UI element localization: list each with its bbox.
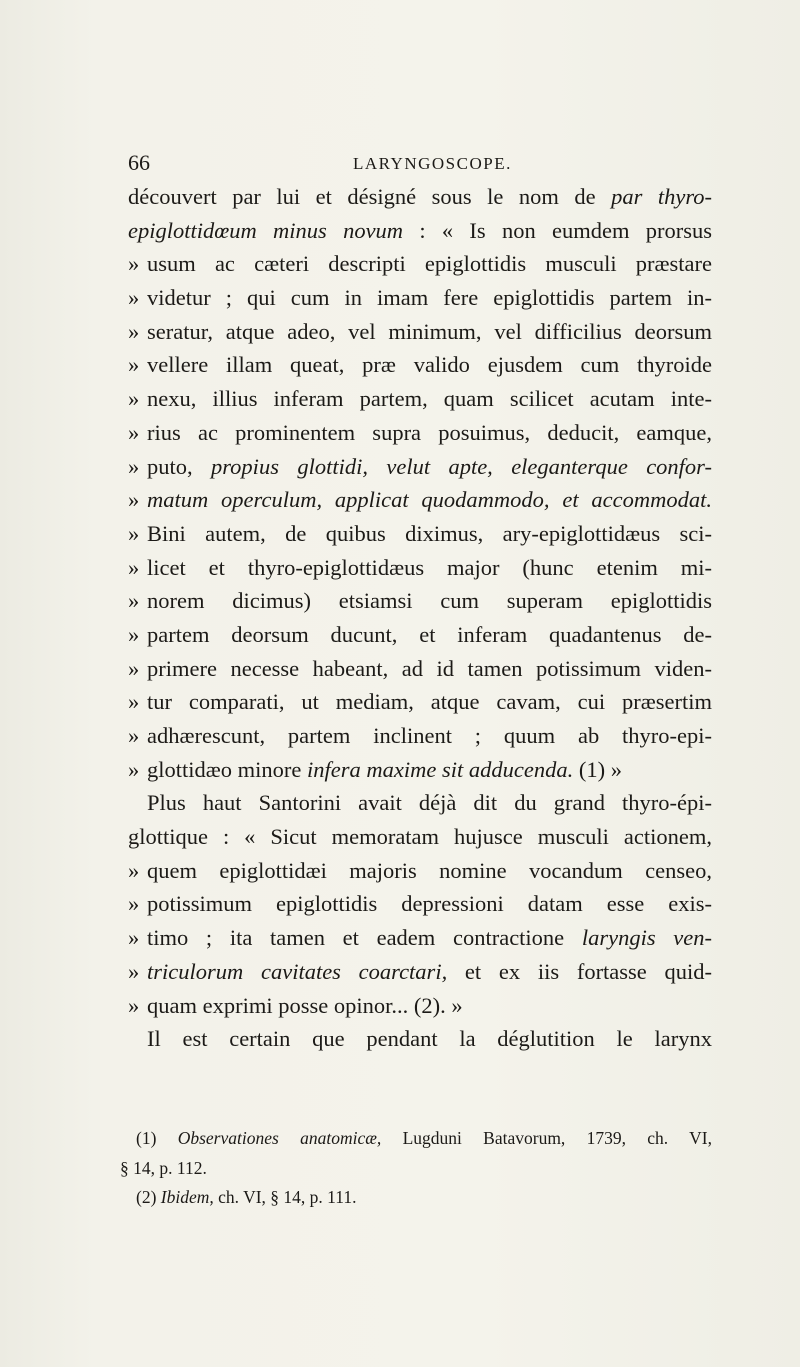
quote-mark: » (128, 352, 140, 378)
text-line (128, 281, 712, 315)
quote-mark: » (128, 621, 140, 647)
text-segment: videtur ; qui cum in imam fere epiglottidis partem in- (147, 285, 712, 311)
italic-text: Ibidem, (160, 1187, 214, 1207)
text-segment: découvert par lui et désigné sous le nom de (128, 184, 612, 209)
text-segment: Lugduni Batavorum, 1739, ch. VI, (381, 1128, 712, 1148)
text-line (128, 247, 712, 281)
text-line (128, 820, 712, 854)
quote-mark: » (128, 588, 140, 614)
italic-text: infera maxime sit adducenda. (307, 756, 574, 782)
text-segment: puto, (147, 453, 212, 479)
page-number: 66 (128, 150, 150, 175)
text-line (128, 652, 712, 686)
text-segment: (2) (136, 1187, 161, 1207)
text-segment: licet et thyro-epiglottidæus major (hunc etenim mi- (147, 554, 712, 580)
text-segment: partem deorsum ducunt, et inferam quadantenus de- (147, 621, 712, 647)
footnote-line (128, 1124, 712, 1154)
text-line (128, 753, 712, 787)
text-segment: norem dicimus) etsiamsi cum superam epiglottidis (147, 588, 712, 614)
text-line (128, 551, 712, 585)
text-line (128, 685, 712, 719)
text-segment: : « Is non eumdem prorsus (403, 217, 712, 243)
italic-text: matum operculum, applicat quodammodo, et accommodat. (147, 487, 712, 513)
text-line (128, 1022, 712, 1056)
text-line (128, 921, 712, 955)
text-line (128, 315, 712, 349)
text-segment: usum ac cæteri descripti epiglottidis musculi præstare (147, 251, 712, 277)
body-text (128, 180, 712, 1056)
text-line (128, 416, 712, 450)
quote-mark: » (128, 419, 140, 445)
quote-mark: » (128, 453, 140, 479)
quote-mark: » (128, 992, 140, 1018)
quote-mark: » (128, 251, 140, 277)
text-line (128, 180, 712, 214)
italic-text: propius glottidi, velut apte, eleganterque confor- (211, 453, 712, 479)
text-segment: adhærescunt, partem inclinent ; quum ab thyro-epi- (147, 723, 712, 748)
text-line (128, 618, 712, 652)
text-line (128, 854, 712, 888)
text-segment: § 14, p. 112. (120, 1157, 207, 1178)
text-segment: ch. VI, § 14, p. 111. (213, 1187, 357, 1207)
text-segment: nexu, illius inferam partem, quam scilicet acutam inte- (147, 386, 712, 412)
quote-mark: » (128, 958, 140, 984)
quote-mark: » (128, 756, 140, 782)
quote-mark: » (128, 554, 140, 580)
footnote-line (120, 1154, 712, 1184)
text-segment: glottidæo minore (147, 756, 307, 782)
text-line (128, 483, 712, 517)
quote-mark: » (128, 857, 140, 883)
footnote-line (128, 1183, 712, 1213)
text-line (128, 989, 712, 1023)
text-segment: (1) » (573, 756, 622, 782)
text-segment: Plus haut Santorini avait déjà dit du grand thyro-épi- (147, 790, 712, 816)
text-segment: seratur, atque adeo, vel minimum, vel difficilius deorsum (147, 318, 712, 344)
text-segment: potissimum epiglottidis depressioni datam esse exis- (147, 891, 712, 917)
quote-mark: » (128, 487, 140, 513)
footnotes (120, 1124, 712, 1213)
text-line (128, 955, 712, 989)
running-head: LARYNGOSCOPE. (353, 154, 512, 173)
page-header (128, 150, 712, 180)
text-line (128, 719, 712, 753)
text-segment: quam exprimi posse opinor... (2). » (147, 992, 463, 1018)
text-segment: vellere illam queat, præ valido ejusdem cum thyroide (147, 352, 712, 378)
text-line (128, 786, 712, 820)
italic-text: laryngis ven- (581, 925, 712, 951)
quote-mark: » (128, 689, 140, 715)
quote-mark: » (128, 386, 140, 412)
text-segment: Il est certain que pendant la déglutition le larynx (147, 1026, 712, 1052)
quote-mark: » (128, 891, 140, 917)
text-segment: Bini autem, de quibus diximus, ary-epiglottidæus sci- (147, 520, 712, 546)
italic-text: triculorum cavitates coarctari, (147, 958, 448, 984)
text-segment: (1) (136, 1128, 178, 1148)
quote-mark: » (128, 285, 140, 311)
text-segment: et ex iis fortasse quid- (447, 958, 713, 984)
text-segment: timo ; ita tamen et eadem contractione (147, 925, 582, 951)
quote-mark: » (128, 655, 140, 681)
text-segment: glottique : « Sicut memoratam hujusce musculi actionem, (128, 824, 712, 850)
italic-text: epiglottidœum minus novum (128, 217, 404, 243)
text-segment: rius ac prominentem supra posuimus, deducit, eamque, (147, 419, 712, 445)
text-line (128, 382, 712, 416)
italic-text: Observationes anatomicæ, (177, 1128, 382, 1148)
text-line (128, 348, 712, 382)
quote-mark: » (128, 318, 140, 344)
text-line (128, 450, 712, 484)
text-line (128, 214, 712, 248)
text-segment: tur comparati, ut mediam, atque cavam, cui præsertim (147, 689, 712, 715)
text-segment: quem epiglottidæi majoris nomine vocandum censeo, (147, 857, 712, 883)
quote-mark: » (128, 925, 140, 951)
text-segment: primere necesse habeant, ad id tamen potissimum viden- (147, 655, 712, 681)
text-line (128, 517, 712, 551)
text-line (128, 887, 712, 921)
text-line (128, 584, 712, 618)
quote-mark: » (128, 723, 140, 748)
quote-mark: » (128, 520, 140, 546)
italic-text: par thyro- (611, 184, 712, 209)
